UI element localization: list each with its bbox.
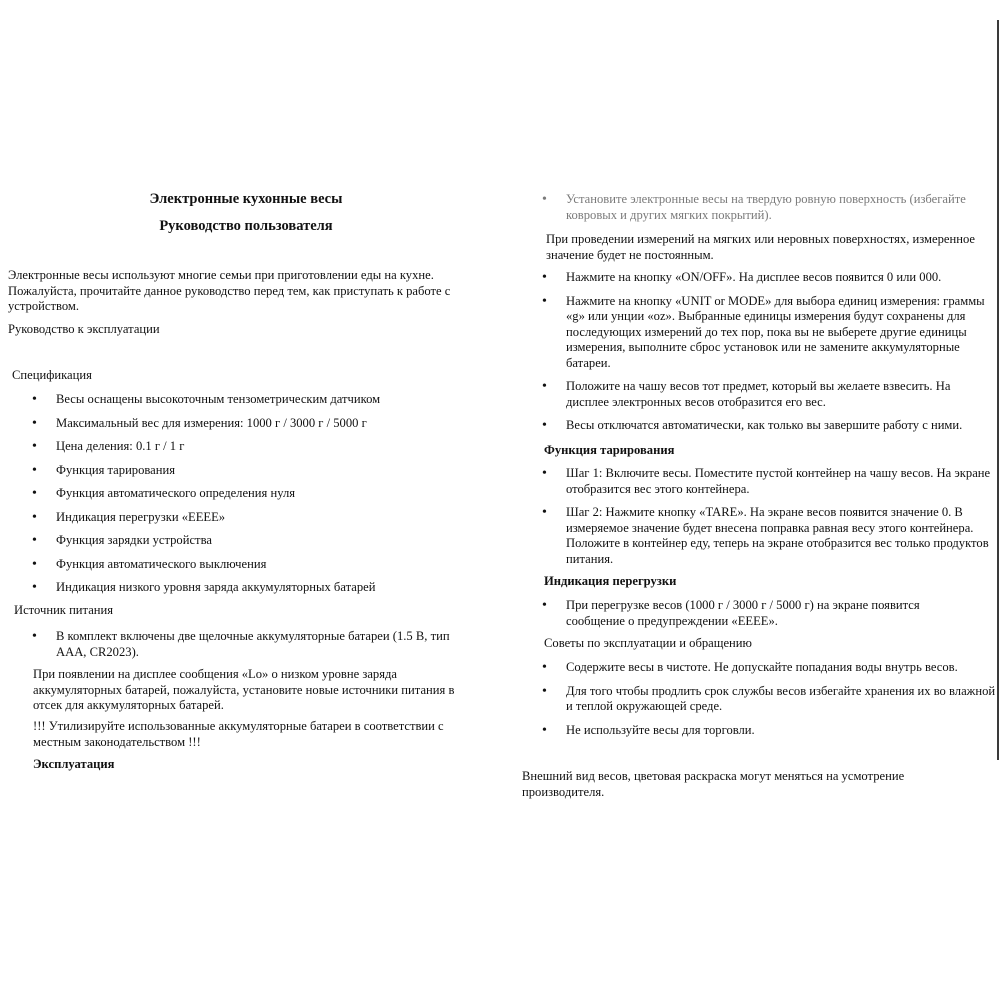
intro-paragraph: Электронные весы используют многие семьи при приготовлении еды на кухне. Пожалуйста, прочитайте данное руководство перед тем, как приступать к работе с устройством. <box>8 268 451 313</box>
power-heading: Источник питания <box>14 603 114 617</box>
footer-note: Внешний вид весов, цветовая раскраска могут меняться на усмотрение производителя. <box>522 769 905 799</box>
document-subtitle: Руководство пользователя <box>159 218 333 234</box>
tips-list <box>538 660 996 738</box>
list-item: • Содержите весы в чистоте. Не допускайте попадания воды внутрь весов. <box>538 660 996 676</box>
disposal-paragraph: !!! Утилизируйте использованные аккумуляторные батареи в соответствии с местным законодательством !!! <box>33 719 444 749</box>
document-title: Электронные кухонные весы <box>149 191 343 207</box>
list-item: • Весы отключатся автоматически, как только вы завершите работу с ними. <box>538 418 996 434</box>
tare-list <box>538 466 996 567</box>
power-list <box>28 629 480 660</box>
list-item: • Максимальный вес для измерения: 1000 г / 3000 г / 5000 г <box>28 416 478 440</box>
tips-heading: Советы по эксплуатации и обращению <box>544 636 752 650</box>
list-item: • Функция зарядки устройства <box>28 533 478 557</box>
operation-heading: Эксплуатация <box>33 757 115 771</box>
list-item: • Не используйте весы для торговли. <box>538 723 996 739</box>
list-item: • Шаг 1: Включите весы. Поместите пустой контейнер на чашу весов. На экране отобразится вес этого контейнера. <box>538 466 996 497</box>
soft-surface-note: При проведении измерений на мягких или неровных поверхностях, измеренное значение будет не постоянным. <box>546 232 976 262</box>
surface-list <box>538 192 978 223</box>
steps-list <box>538 270 996 434</box>
overload-list <box>538 598 978 629</box>
list-item: • Для того чтобы продлить срок службы весов избегайте хранения их во влажной и теплой окружающей среде. <box>538 684 996 715</box>
list-item: • Нажмите на кнопку «UNIT or MODE» для выбора единиц измерения: граммы «g» или унции «oz». Выбранные единицы измерения будут сохранены для последующих измерений до тех пор, пока вы не выберете другие единицы измерения, выполните сброс установок или не замените аккумуляторные батареи. <box>538 294 996 372</box>
list-item: • Индикация перегрузки «EEEE» <box>28 510 478 534</box>
list-item: • Индикация низкого уровня заряда аккумуляторных батарей <box>28 580 478 604</box>
overload-heading: Индикация перегрузки <box>544 574 677 588</box>
spec-heading: Спецификация <box>12 368 92 382</box>
list-item: • Функция автоматического определения нуля <box>28 486 478 510</box>
list-item: • Положите на чашу весов тот предмет, который вы желаете взвесить. На дисплее электронных весов отобразится его вес. <box>538 379 996 410</box>
list-item: • Функция тарирования <box>28 463 478 487</box>
list-item: • Шаг 2: Нажмите кнопку «TARE». На экране весов появится значение 0. В измеряемое значение будет внесена поправка равная весу этого контейнера. Положите в контейнер еду, теперь на экране отобразится вес только продуктов питания. <box>538 505 996 567</box>
list-item: • Весы оснащены высокоточным тензометрическим датчиком <box>28 392 478 416</box>
list-item: • Установите электронные весы на твердую ровную поверхность (избегайте ковровых и других мягких покрытий). <box>538 192 978 223</box>
tare-heading: Функция тарирования <box>544 443 675 457</box>
spec-list <box>28 392 478 604</box>
page-edge-divider <box>997 20 999 760</box>
list-item: • Функция автоматического выключения <box>28 557 478 581</box>
list-item: • В комплект включены две щелочные аккумуляторные батареи (1.5 В, тип AAA, CR2023). <box>28 629 480 660</box>
list-item: • Нажмите на кнопку «ON/OFF». На дисплее весов появится 0 или 000. <box>538 270 996 286</box>
low-battery-paragraph: При появлении на дисплее сообщения «Lo» о низком уровне заряда аккумуляторных батарей, пожалуйста, установите новые источники питания в отсек для аккумуляторных батарей. <box>33 667 455 712</box>
manual-heading: Руководство к эксплуатации <box>8 322 160 336</box>
list-item: • При перегрузке весов (1000 г / 3000 г / 5000 г) на экране появится сообщение о предупреждении «EEEE». <box>538 598 978 629</box>
list-item: • Цена деления: 0.1 г / 1 г <box>28 439 478 463</box>
